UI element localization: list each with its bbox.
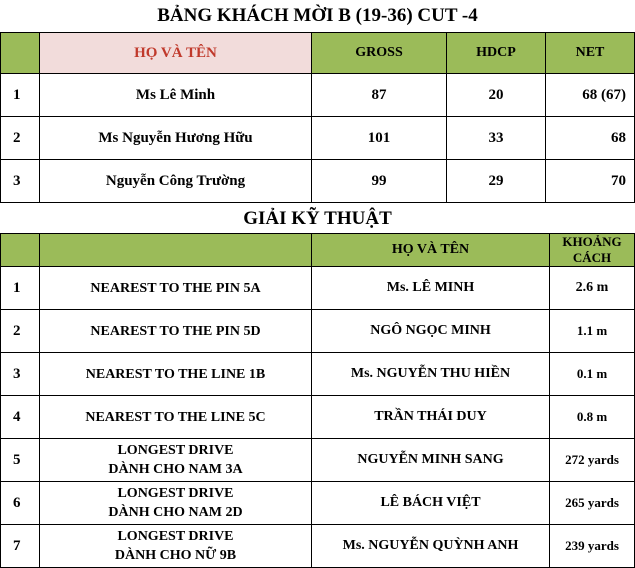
award-name-line1: NEAREST TO THE LINE 1B <box>85 366 266 382</box>
row-index: 2 <box>1 117 40 160</box>
distance-value: 265 yards <box>550 482 635 525</box>
guest-results-table <box>0 32 635 203</box>
winner-name: NGÔ NGỌC MINH <box>312 310 550 353</box>
table-row <box>1 310 635 353</box>
gross-header: GROSS <box>312 33 447 74</box>
index-header <box>1 234 40 267</box>
technical-awards-table <box>0 233 635 568</box>
row-index: 6 <box>1 482 40 525</box>
table-row <box>1 353 635 396</box>
winner-name: Ms. LÊ MINH <box>312 267 550 310</box>
row-index: 1 <box>1 267 40 310</box>
player-name: Ms Nguyễn Hương Hữu <box>40 117 312 160</box>
winner-name: LÊ BÁCH VIỆT <box>312 482 550 525</box>
table-row <box>1 396 635 439</box>
award-name-line1: LONGEST DRIVE <box>117 443 234 458</box>
index-header <box>1 33 40 74</box>
guest-table-header-row <box>1 33 635 74</box>
award-header <box>40 234 312 267</box>
technical-awards-title: GIẢI KỸ THUẬT <box>243 208 392 229</box>
award-name <box>40 267 312 310</box>
hdcp-header: HDCP <box>447 33 546 74</box>
gross-score: 101 <box>312 117 447 160</box>
winner-name: TRẦN THÁI DUY <box>312 396 550 439</box>
award-name-line1: NEAREST TO THE PIN 5D <box>90 323 261 339</box>
award-name <box>40 396 312 439</box>
net-score: 68 <box>546 117 635 160</box>
name-header: HỌ VÀ TÊN <box>40 33 312 74</box>
player-name: Nguyễn Công Trường <box>40 160 312 203</box>
award-name <box>40 310 312 353</box>
hdcp-value: 29 <box>447 160 546 203</box>
winner-name: NGUYỄN MINH SANG <box>312 439 550 482</box>
award-name-line1: LONGEST DRIVE <box>117 529 234 544</box>
table-row <box>1 525 635 568</box>
guest-table-title: BẢNG KHÁCH MỜI B (19-36) CUT -4 <box>157 5 478 26</box>
row-index: 4 <box>1 396 40 439</box>
net-score: 68 (67) <box>546 74 635 117</box>
distance-value: 1.1 m <box>550 310 635 353</box>
award-name-line1: NEAREST TO THE PIN 5A <box>90 280 261 296</box>
table-row <box>1 267 635 310</box>
net-score: 70 <box>546 160 635 203</box>
row-index: 1 <box>1 74 40 117</box>
award-name-line2: DÀNH CHO NAM 2D <box>108 505 243 520</box>
award-name-line2: DÀNH CHO NAM 3A <box>108 462 243 477</box>
distance-value: 0.1 m <box>550 353 635 396</box>
distance-header-line1: KHOẢNG <box>562 234 622 249</box>
distance-header <box>550 234 635 267</box>
hdcp-value: 20 <box>447 74 546 117</box>
award-name <box>40 482 312 525</box>
award-name <box>40 353 312 396</box>
table-row <box>1 117 635 160</box>
award-name <box>40 525 312 568</box>
net-header: NET <box>546 33 635 74</box>
award-name-line1: LONGEST DRIVE <box>117 486 234 501</box>
distance-value: 2.6 m <box>550 267 635 310</box>
row-index: 7 <box>1 525 40 568</box>
winner-name: Ms. NGUYỄN QUỲNH ANH <box>312 525 550 568</box>
player-name: Ms Lê Minh <box>40 74 312 117</box>
distance-header-line2: CÁCH <box>572 250 612 265</box>
table-row <box>1 74 635 117</box>
award-name-line1: NEAREST TO THE LINE 5C <box>85 409 266 425</box>
awards-table-header-row <box>1 234 635 267</box>
name-header: HỌ VÀ TÊN <box>312 234 550 267</box>
gross-score: 99 <box>312 160 447 203</box>
table-row <box>1 160 635 203</box>
distance-value: 272 yards <box>550 439 635 482</box>
row-index: 3 <box>1 160 40 203</box>
distance-value: 0.8 m <box>550 396 635 439</box>
hdcp-value: 33 <box>447 117 546 160</box>
row-index: 5 <box>1 439 40 482</box>
gross-score: 87 <box>312 74 447 117</box>
award-name <box>40 439 312 482</box>
award-name-line2: DÀNH CHO NỮ 9B <box>114 548 237 563</box>
row-index: 3 <box>1 353 40 396</box>
row-index: 2 <box>1 310 40 353</box>
winner-name: Ms. NGUYỄN THU HIỀN <box>312 353 550 396</box>
table-row <box>1 482 635 525</box>
distance-value: 239 yards <box>550 525 635 568</box>
table-row <box>1 439 635 482</box>
